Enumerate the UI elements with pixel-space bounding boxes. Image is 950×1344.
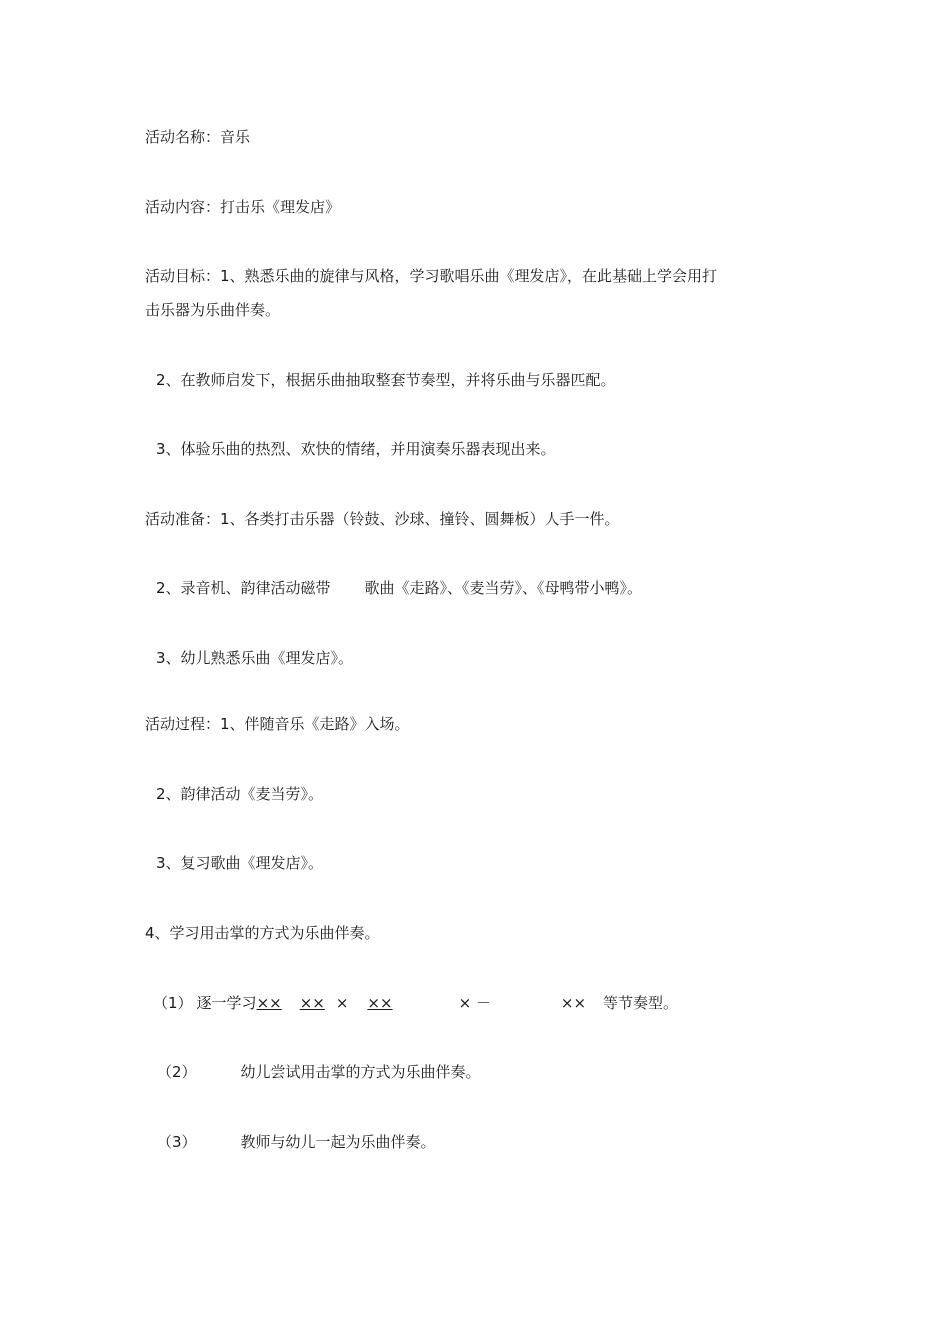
activity-prep-1: 活动准备：1、各类打击乐器（铃鼓、沙球、撞铃、圆舞板）人手一件。 bbox=[145, 510, 620, 528]
sub-item-1-number: （1） bbox=[153, 994, 193, 1012]
activity-prep-2b: 歌曲《走路》、《麦当劳》、《母鸭带小鸭》。 bbox=[364, 579, 643, 597]
sub-item-3-number: （3） bbox=[157, 1133, 197, 1151]
activity-content: 活动内容：打击乐《理发店》 bbox=[145, 198, 341, 216]
rhythm-pattern-1: ×× bbox=[256, 994, 282, 1012]
activity-goal-line-2: 击乐器为乐曲伴奏。 bbox=[145, 301, 281, 319]
rhythm-pattern-5: × － bbox=[458, 994, 491, 1012]
rhythm-pattern-3: × bbox=[335, 994, 349, 1012]
rhythm-pattern-2: ×× bbox=[299, 994, 325, 1012]
activity-name: 活动名称：音乐 bbox=[145, 128, 251, 146]
process-sub-item-1 bbox=[153, 993, 678, 1013]
activity-goal-line-1: 活动目标：1、熟悉乐曲的旋律与风格，学习歌唱乐曲《理发店》，在此基础上学会用打 bbox=[145, 267, 718, 285]
activity-process-4: 4、学习用击掌的方式为乐曲伴奏。 bbox=[145, 924, 380, 942]
activity-goal-2: 2、在教师启发下，根据乐曲抽取整套节奏型，并将乐曲与乐器匹配。 bbox=[156, 371, 616, 389]
activity-process-1: 活动过程：1、伴随音乐《走路》入场。 bbox=[145, 715, 410, 733]
sub-item-1-tail: 等节奏型。 bbox=[603, 994, 679, 1012]
activity-process-2: 2、韵律活动《麦当劳》。 bbox=[156, 785, 324, 803]
process-sub-item-3 bbox=[157, 1132, 436, 1152]
sub-item-2-number: （2） bbox=[157, 1063, 197, 1081]
activity-prep-2 bbox=[156, 578, 642, 598]
sub-item-1-text: 逐一学习 bbox=[196, 994, 257, 1012]
rhythm-pattern-6: ×× bbox=[560, 994, 587, 1012]
activity-prep-2a: 2、录音机、韵律活动磁带 bbox=[156, 579, 331, 597]
sub-item-2-text: 幼儿尝试用击掌的方式为乐曲伴奏。 bbox=[240, 1063, 481, 1081]
activity-prep-3: 3、幼儿熟悉乐曲《理发店》。 bbox=[156, 649, 354, 667]
rhythm-pattern-4: ×× bbox=[367, 994, 393, 1012]
activity-process-3: 3、复习歌曲《理发店》。 bbox=[156, 854, 324, 872]
process-sub-item-2 bbox=[157, 1062, 481, 1082]
sub-item-3-text: 教师与幼儿一起为乐曲伴奏。 bbox=[240, 1133, 436, 1151]
activity-goal-3: 3、体验乐曲的热烈、欢快的情绪，并用演奏乐器表现出来。 bbox=[156, 440, 556, 458]
